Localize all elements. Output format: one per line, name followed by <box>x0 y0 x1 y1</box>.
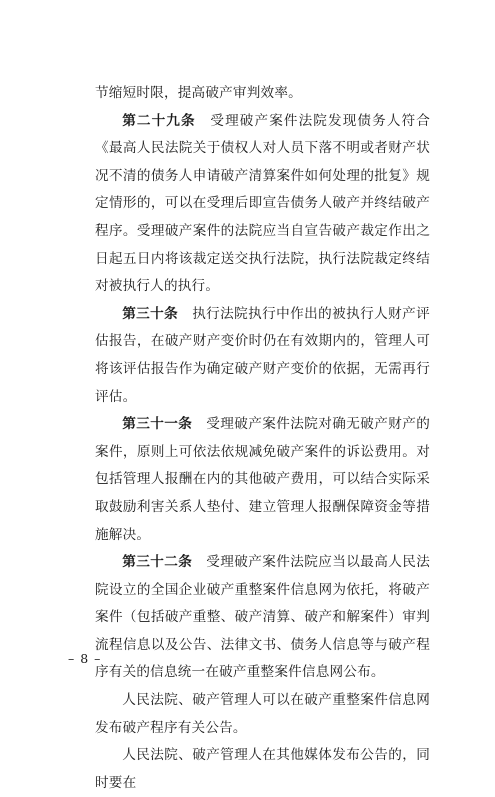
paragraph-1-text: 节缩短时限，提高破产审判效率。 <box>95 85 302 101</box>
article-32 <box>95 549 430 687</box>
paragraph-publish-announcements <box>95 687 430 742</box>
article-32-text: 受理破产案件法院应当以最高人民法院设立的全国企业破产重整案件信息网为依托，将破产案件（包括破产重整、破产清算、破产和解案件）审判流程信息以及公告、法律文书、债务人信息等与破产程序有关的信息统一在破产重整案件信息网公布。 <box>95 554 431 681</box>
article-30-text: 执行法院执行中作出的被执行人财产评估报告，在破产财产变价时仍在有效期内的，管理人可将该评估报告作为确定破产财产变价的依据，无需再行评估。 <box>95 305 430 405</box>
page-number: – 8 – <box>68 651 102 666</box>
article-30-number: 第三十条 <box>122 305 179 322</box>
article-31 <box>95 411 430 549</box>
article-31-text: 受理破产案件法院对确无破产财产的案件，原则上可依法依规减免破产案件的诉讼费用。对包括管理人报酬在内的其他破产费用，可以结合实际采取鼓励利害关系人垫付、建立管理人报酬保障资金等措施解决。 <box>95 416 431 543</box>
paragraph-publish-announcements-text: 人民法院、破产管理人可以在破产重整案件信息网发布破产程序有关公告。 <box>95 692 430 736</box>
article-29-text: 受理破产案件法院发现债务人符合《最高人民法院关于债权人对人员下落不明或者财产状况不清的债务人申请破产清算案件如何处理的批复》规定情形的，可以在受理后即宣告债务人破产并终结破产程序。受理破产案件的法院应当自宣告破产裁定作出之日起五日内将该裁定送交执行法院，执行法院裁定终结对被执行人的执行。 <box>95 112 431 295</box>
paragraph-1 <box>95 80 430 108</box>
paragraph-other-media <box>95 742 430 797</box>
article-31-number: 第三十一条 <box>122 416 193 433</box>
article-29-number: 第二十九条 <box>122 112 196 129</box>
article-30 <box>95 301 430 411</box>
article-29 <box>95 108 430 301</box>
paragraph-other-media-text: 人民法院、破产管理人在其他媒体发布公告的，同时要在 <box>95 747 430 791</box>
document-body <box>95 80 430 797</box>
article-32-number: 第三十二条 <box>122 554 193 571</box>
